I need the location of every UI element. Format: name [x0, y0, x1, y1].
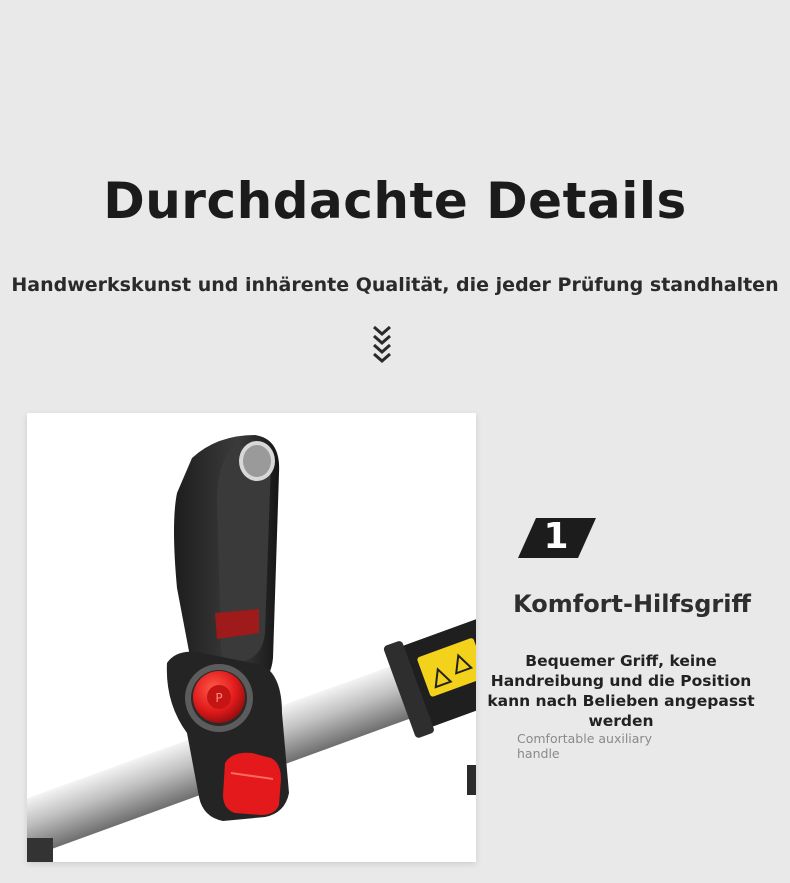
- feature-number: 1: [543, 516, 569, 557]
- svg-text:P: P: [215, 691, 223, 705]
- page-title: Durchdachte Details: [103, 172, 687, 230]
- feature-description: Bequemer Griff, keine Handreibung und die Position kann nach Belieben angepasst werden: [487, 652, 755, 730]
- feature-title: Komfort-Hilfsgriff: [513, 590, 751, 618]
- feature-caption-en: Comfortable auxiliary handle: [517, 731, 652, 761]
- page-subtitle: Handwerkskunst und inhärente Qualität, die jeder Prüfung standhalten: [11, 274, 779, 296]
- chevrons-down-icon: [371, 324, 393, 368]
- product-photo: [27, 413, 476, 862]
